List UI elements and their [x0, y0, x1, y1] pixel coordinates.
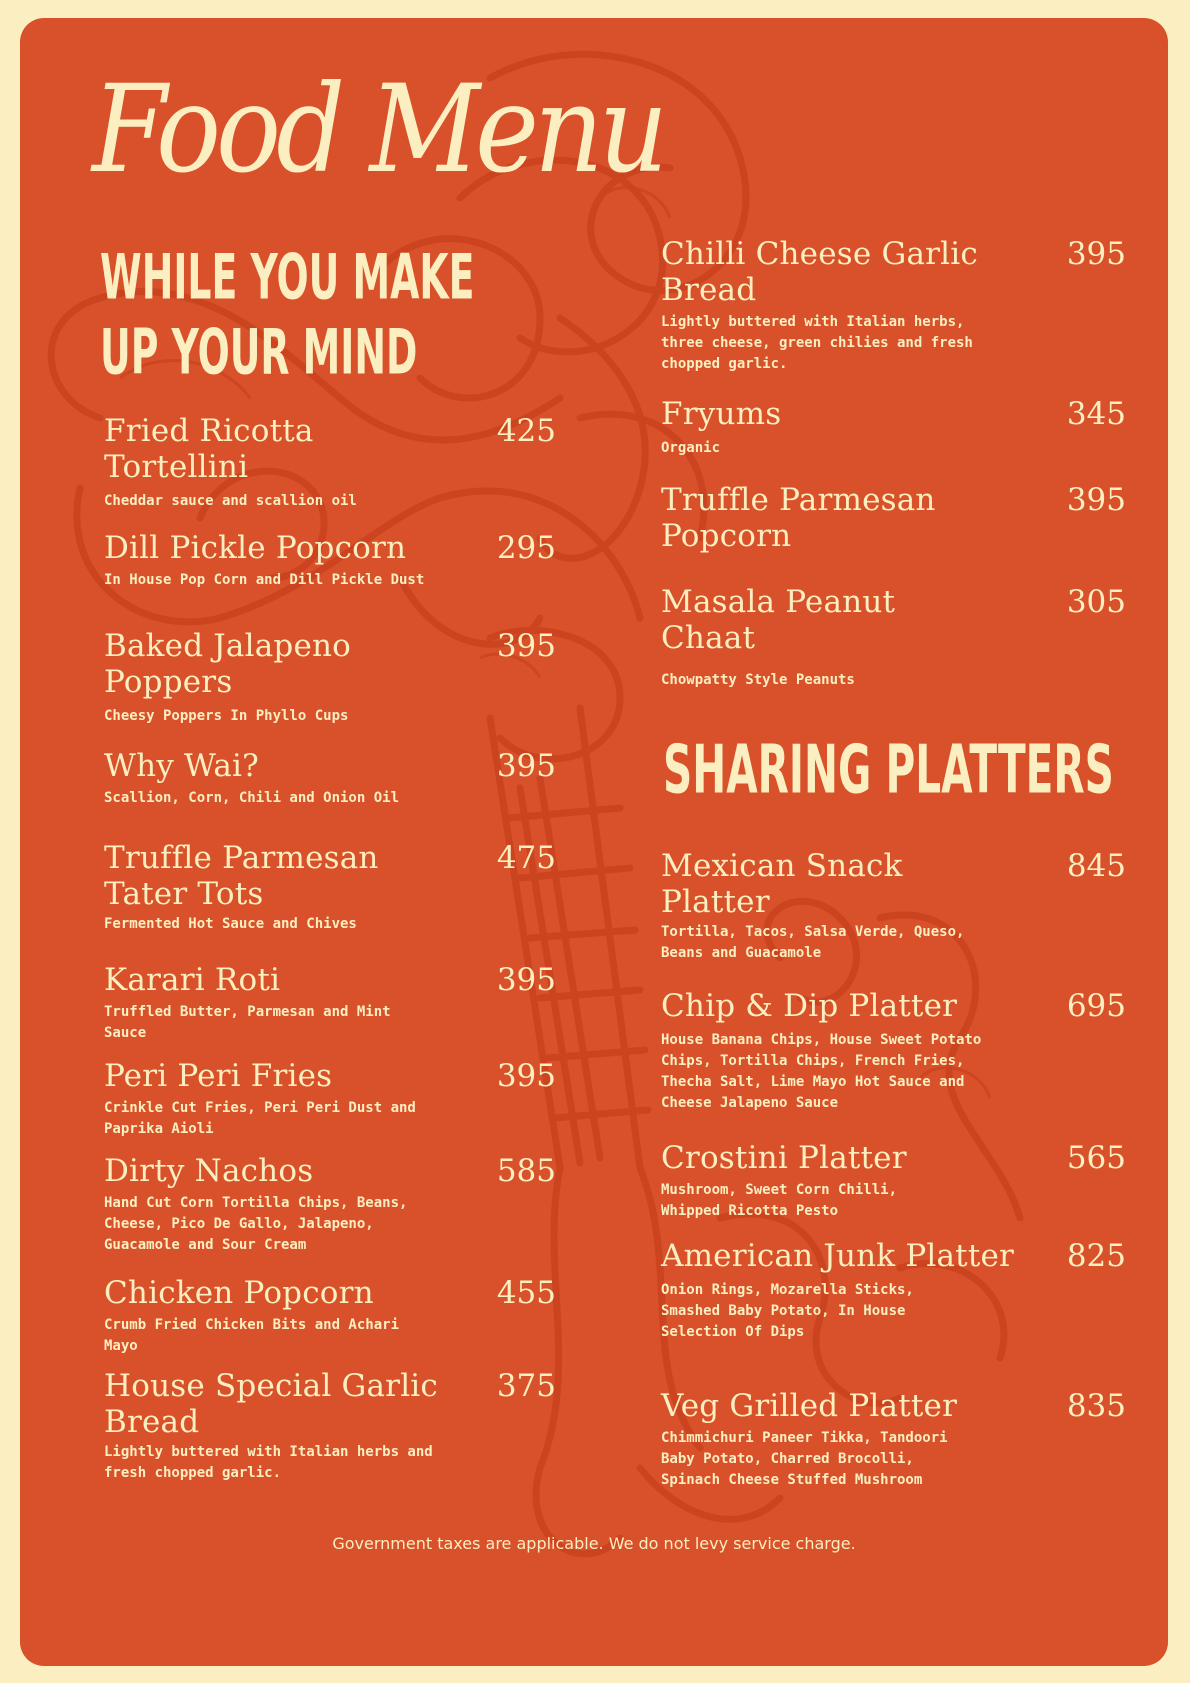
- item-name: Baked Jalapeno Poppers: [104, 628, 352, 700]
- item-description: Scallion, Corn, Chili and Onion Oil: [104, 790, 400, 806]
- item-description: Cheddar sauce and scallion oil: [104, 493, 357, 509]
- item-name: Chicken Popcorn: [104, 1275, 374, 1311]
- item-name: Masala Peanut Chaat: [661, 584, 896, 656]
- item-description: Mushroom, Sweet Corn Chilli, Whipped Ricotta Pesto: [661, 1182, 898, 1219]
- item-price: 375: [496, 1368, 556, 1404]
- item-description: Lightly buttered with Italian herbs and fresh chopped garlic.: [104, 1444, 433, 1481]
- item-price: 825: [1066, 1238, 1126, 1274]
- item-price: 395: [496, 962, 556, 998]
- page-title: Food Menu: [92, 59, 664, 200]
- item-description: Organic: [661, 440, 721, 456]
- item-name: Peri Peri Fries: [104, 1058, 333, 1094]
- item-description: Chimmichuri Paneer Tikka, Tandoori Baby Potato, Charred Brocolli, Spinach Cheese Stuffed Mushroom: [661, 1430, 948, 1488]
- item-price: 695: [1066, 988, 1126, 1024]
- item-name: Truffle Parmesan Popcorn: [661, 482, 936, 554]
- item-name: Why Wai?: [104, 748, 259, 784]
- item-name: Truffle Parmesan Tater Tots: [104, 840, 379, 912]
- item-price: 395: [496, 748, 556, 784]
- footer-note: Government taxes are applicable. We do not levy service charge.: [332, 1534, 856, 1553]
- item-name: Chip & Dip Platter: [661, 988, 958, 1024]
- menu-panel: [20, 18, 1168, 1666]
- item-description: Tortilla, Tacos, Salsa Verde, Queso, Beans and Guacamole: [661, 924, 965, 961]
- item-price: 565: [1066, 1140, 1126, 1176]
- item-name: Crostini Platter: [661, 1140, 907, 1176]
- item-description: Cheesy Poppers In Phyllo Cups: [104, 708, 349, 724]
- item-price: 295: [496, 530, 556, 566]
- item-price: 835: [1066, 1388, 1126, 1424]
- item-name: Mexican Snack Platter: [661, 848, 903, 920]
- item-name: American Junk Platter: [661, 1238, 1015, 1274]
- item-price: 425: [496, 413, 556, 449]
- item-price: 345: [1066, 396, 1126, 432]
- section-heading-line: WHILE YOU MAKE: [100, 241, 475, 314]
- item-description: Crinkle Cut Fries, Peri Peri Dust and Paprika Aioli: [104, 1100, 416, 1137]
- item-name: Fried Ricotta Tortellini: [104, 413, 314, 485]
- item-description: Hand Cut Corn Tortilla Chips, Beans, Cheese, Pico De Gallo, Jalapeno, Guacamole and Sour Cream: [104, 1195, 408, 1253]
- item-name: Karari Roti: [104, 962, 281, 998]
- item-price: 395: [1066, 236, 1126, 272]
- item-price: 395: [496, 628, 556, 664]
- item-price: 845: [1066, 848, 1126, 884]
- item-description: Lightly buttered with Italian herbs, three cheese, green chilies and fresh chopped garlic.: [661, 314, 973, 372]
- item-description: Chowpatty Style Peanuts: [661, 672, 855, 688]
- item-name: Fryums: [661, 396, 782, 432]
- item-price: 585: [496, 1153, 556, 1189]
- section-heading-line: UP YOUR MIND: [100, 315, 418, 389]
- item-description: Fermented Hot Sauce and Chives: [104, 916, 357, 932]
- item-price: 475: [496, 840, 556, 876]
- section-heading-platters: SHARING PLATTERS: [663, 730, 1114, 809]
- item-price: 305: [1066, 584, 1126, 620]
- item-name: Chilli Cheese Garlic Bread: [661, 236, 978, 308]
- item-name: House Special Garlic Bread: [104, 1368, 438, 1440]
- item-price: 395: [1066, 482, 1126, 518]
- item-price: 455: [496, 1275, 556, 1311]
- item-price: 395: [496, 1058, 556, 1094]
- item-description: In House Pop Corn and Dill Pickle Dust: [104, 572, 425, 588]
- item-description: Crumb Fried Chicken Bits and Achari Mayo: [104, 1317, 400, 1354]
- item-name: Dirty Nachos: [104, 1153, 314, 1189]
- item-description: House Banana Chips, House Sweet Potato Chips, Tortilla Chips, French Fries, Thecha Salt, Lime Mayo Hot Sauce and Cheese Jalapeno Sauce: [661, 1032, 982, 1111]
- item-name: Veg Grilled Platter: [661, 1388, 958, 1424]
- section-heading-starters: [100, 240, 474, 390]
- item-name: Dill Pickle Popcorn: [104, 530, 407, 566]
- item-description: Onion Rings, Mozarella Sticks, Smashed Baby Potato, In House Selection Of Dips: [661, 1282, 914, 1340]
- item-description: Truffled Butter, Parmesan and Mint Sauce: [104, 1004, 391, 1041]
